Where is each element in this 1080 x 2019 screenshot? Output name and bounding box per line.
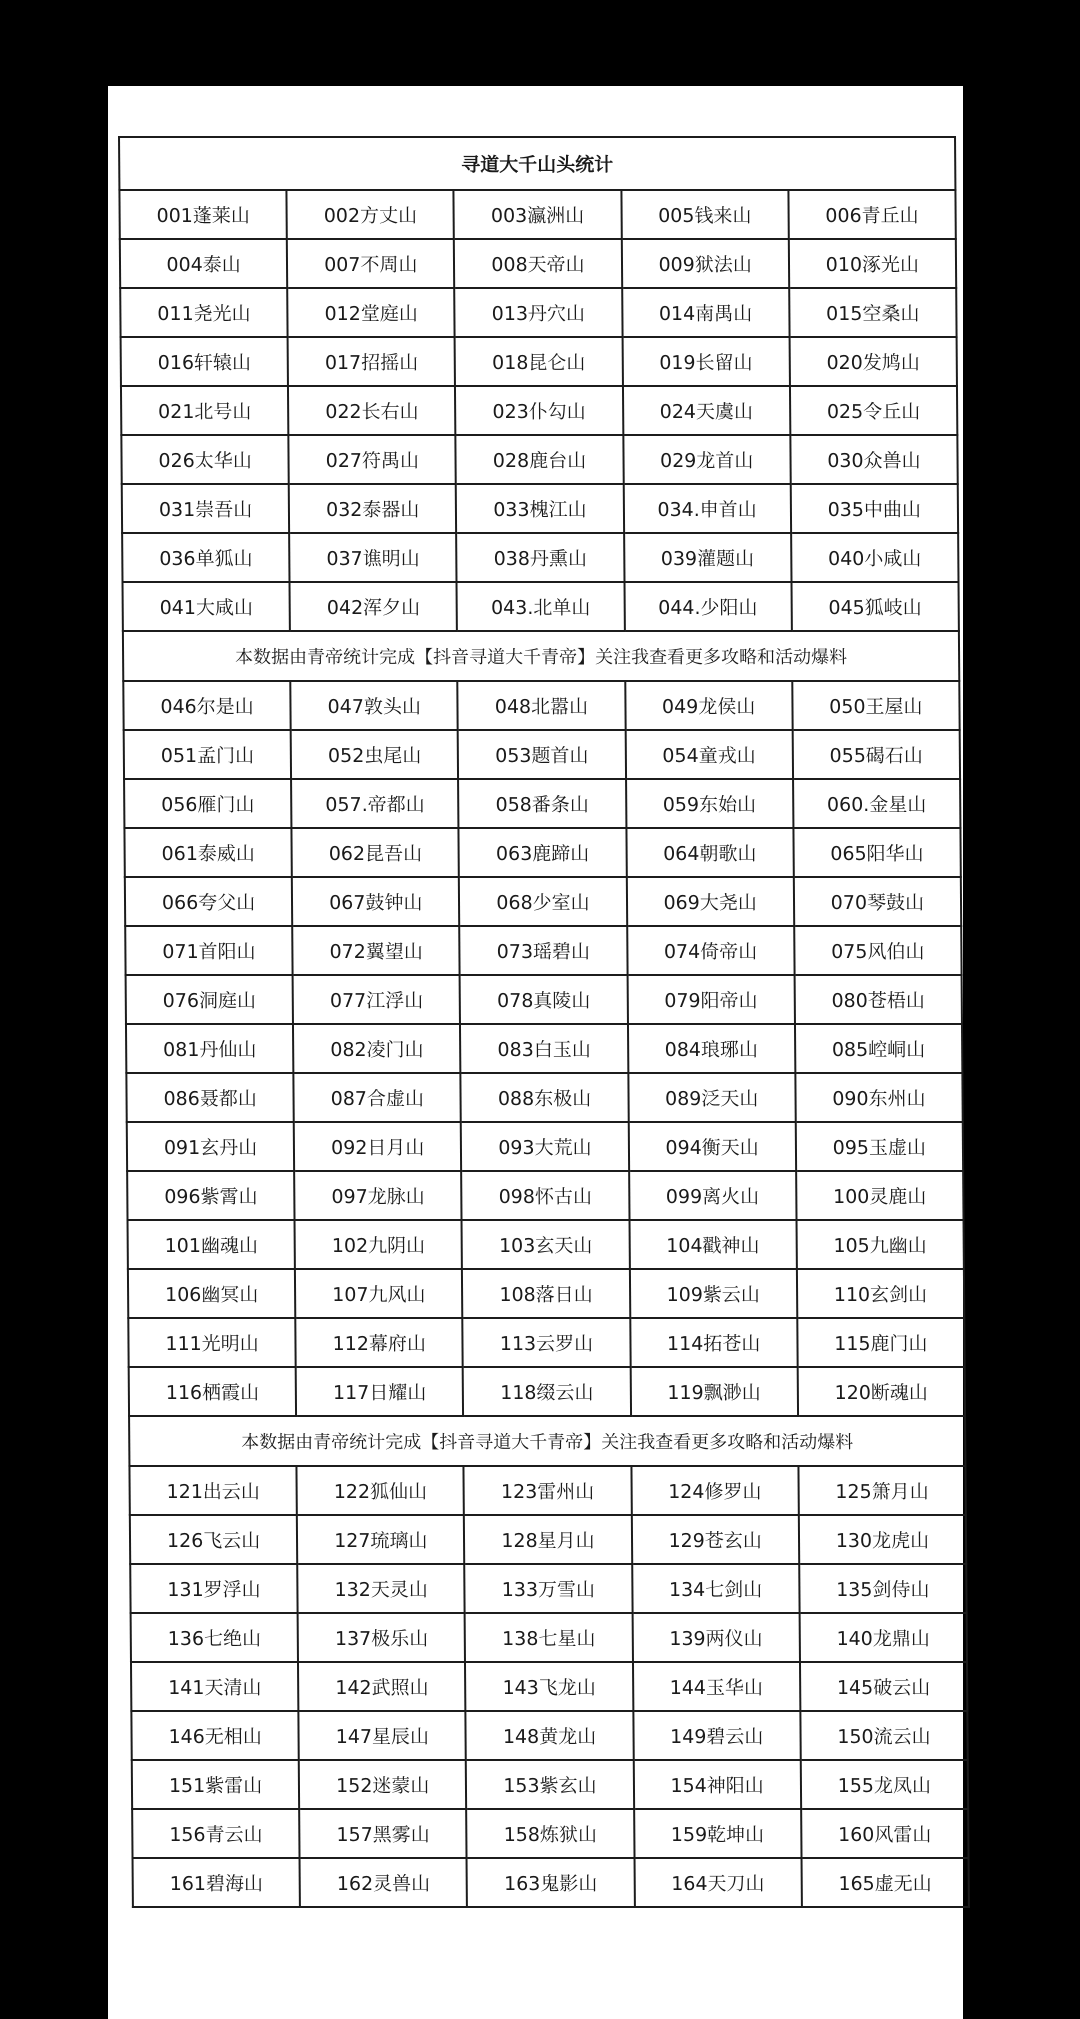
mountain-cell: 067鼓钟山 <box>292 877 460 926</box>
table-row <box>131 1613 967 1662</box>
notice-row <box>123 631 959 681</box>
mountain-cell: 112幕府山 <box>295 1318 463 1367</box>
mountain-cell: 147星辰山 <box>299 1711 467 1760</box>
mountain-cell: 055碣石山 <box>792 730 960 779</box>
mountain-cell: 049龙侯山 <box>625 681 793 730</box>
mountain-cell: 130龙虎山 <box>799 1515 967 1564</box>
mountain-cell: 094衡天山 <box>628 1122 796 1171</box>
table-row <box>129 1466 965 1515</box>
mountain-table-body <box>119 137 969 1907</box>
table-row <box>122 533 958 582</box>
mountain-cell: 116栖霞山 <box>129 1367 297 1416</box>
mountain-cell: 152迷蒙山 <box>299 1760 467 1809</box>
mountain-cell: 115鹿门山 <box>797 1318 965 1367</box>
table-title-row <box>119 137 955 190</box>
mountain-cell: 157黑雾山 <box>299 1809 467 1858</box>
mountain-cell: 149碧云山 <box>633 1711 801 1760</box>
mountain-cell: 050王屋山 <box>792 681 960 730</box>
mountain-cell: 165虚无山 <box>801 1858 969 1907</box>
mountain-cell: 086聂都山 <box>126 1073 294 1122</box>
mountain-cell: 110玄剑山 <box>797 1269 965 1318</box>
mountain-cell: 032泰器山 <box>289 484 457 533</box>
table-row <box>133 1858 969 1907</box>
mountain-cell: 074倚帝山 <box>627 926 795 975</box>
mountain-cell: 008天帝山 <box>454 239 622 288</box>
mountain-cell: 121出云山 <box>129 1466 297 1515</box>
mountain-cell: 023仆勾山 <box>455 386 623 435</box>
mountain-cell: 072翼望山 <box>292 926 460 975</box>
mountain-cell: 064朝歌山 <box>626 828 794 877</box>
mountain-cell: 162灵兽山 <box>300 1858 468 1907</box>
table-row <box>120 288 956 337</box>
mountain-cell: 025令丘山 <box>790 386 958 435</box>
mountain-cell: 026太华山 <box>121 435 289 484</box>
mountain-cell: 163鬼影山 <box>467 1858 635 1907</box>
mountain-cell: 041大咸山 <box>123 582 291 631</box>
mountain-cell: 019长留山 <box>622 337 790 386</box>
table-row <box>121 435 957 484</box>
mountain-cell: 122狐仙山 <box>297 1466 465 1515</box>
mountain-cell: 044.少阳山 <box>624 582 792 631</box>
mountain-cell: 013丹穴山 <box>455 288 623 337</box>
mountain-cell: 109紫云山 <box>629 1269 797 1318</box>
mountain-cell: 016轩辕山 <box>121 337 289 386</box>
mountain-cell: 153紫玄山 <box>466 1760 634 1809</box>
mountain-cell: 001蓬莱山 <box>119 190 287 239</box>
mountain-cell: 131罗浮山 <box>130 1564 298 1613</box>
mountain-cell: 028鹿台山 <box>456 435 624 484</box>
mountain-cell: 102九阴山 <box>295 1220 463 1269</box>
mountain-cell: 010涿光山 <box>789 239 957 288</box>
mountain-cell: 134七剑山 <box>632 1564 800 1613</box>
mountain-cell: 105九幽山 <box>796 1220 964 1269</box>
mountain-cell: 027符禺山 <box>289 435 457 484</box>
mountain-cell: 065阳华山 <box>793 828 961 877</box>
mountain-cell: 002方丈山 <box>287 190 455 239</box>
mountain-cell: 106幽冥山 <box>128 1269 296 1318</box>
mountain-cell: 033槐江山 <box>456 484 624 533</box>
mountain-cell: 048北嚣山 <box>458 681 626 730</box>
mountain-cell: 018昆仑山 <box>455 337 623 386</box>
table-row <box>121 386 957 435</box>
mountain-cell: 022长右山 <box>288 386 456 435</box>
mountain-cell: 069大尧山 <box>626 877 794 926</box>
table-row <box>132 1809 968 1858</box>
mountain-cell: 007不周山 <box>287 239 455 288</box>
mountain-cell: 043.北单山 <box>457 582 625 631</box>
mountain-cell: 045狐岐山 <box>791 582 959 631</box>
mountain-cell: 054童戎山 <box>625 730 793 779</box>
mountain-cell: 151紫雷山 <box>132 1760 300 1809</box>
table-title: 寻道大千山头统计 <box>119 137 955 190</box>
mountain-cell: 021北号山 <box>121 386 289 435</box>
mountain-cell: 097龙脉山 <box>294 1171 462 1220</box>
notice-row <box>129 1416 965 1466</box>
table-row <box>123 582 959 631</box>
table-row <box>128 1220 964 1269</box>
mountain-cell: 156青云山 <box>132 1809 300 1858</box>
table-row <box>126 1024 962 1073</box>
mountain-cell: 138七星山 <box>465 1613 633 1662</box>
mountain-cell: 096紫霄山 <box>127 1171 295 1220</box>
table-row <box>125 926 961 975</box>
mountain-cell: 030众兽山 <box>790 435 958 484</box>
table-row <box>129 1367 965 1416</box>
mountain-cell: 075风伯山 <box>794 926 962 975</box>
mountain-cell: 125箫月山 <box>798 1466 966 1515</box>
mountain-cell: 092日月山 <box>294 1122 462 1171</box>
mountain-cell: 047敦头山 <box>290 681 458 730</box>
mountain-cell: 014南禺山 <box>622 288 790 337</box>
table-row <box>132 1760 968 1809</box>
mountain-cell: 091玄丹山 <box>127 1122 295 1171</box>
table-row <box>122 484 958 533</box>
table-row <box>121 337 957 386</box>
mountain-cell: 119飘渺山 <box>630 1367 798 1416</box>
mountain-cell: 158炼狱山 <box>467 1809 635 1858</box>
mountain-cell: 085崆峒山 <box>795 1024 963 1073</box>
mountain-cell: 042浑夕山 <box>290 582 458 631</box>
mountain-cell: 142武照山 <box>298 1662 466 1711</box>
mountain-cell: 058番条山 <box>458 779 626 828</box>
mountain-cell: 062昆吾山 <box>292 828 460 877</box>
mountain-cell: 123雷州山 <box>464 1466 632 1515</box>
mountain-cell: 076洞庭山 <box>126 975 294 1024</box>
mountain-cell: 118缀云山 <box>463 1367 631 1416</box>
table-row <box>119 190 955 239</box>
mountain-cell: 145破云山 <box>800 1662 968 1711</box>
mountain-cell: 003瀛洲山 <box>454 190 622 239</box>
mountain-table-wrapper <box>118 136 970 1908</box>
table-row <box>131 1711 967 1760</box>
mountain-cell: 040小咸山 <box>791 533 959 582</box>
mountain-cell: 015空桑山 <box>789 288 957 337</box>
mountain-cell: 070琴鼓山 <box>794 877 962 926</box>
table-row <box>130 1564 966 1613</box>
table-row <box>124 828 960 877</box>
mountain-cell: 113云罗山 <box>463 1318 631 1367</box>
mountain-cell: 137极乐山 <box>298 1613 466 1662</box>
table-row <box>127 1171 963 1220</box>
mountain-cell: 101幽魂山 <box>128 1220 296 1269</box>
table-row <box>127 1122 963 1171</box>
mountain-cell: 082凌门山 <box>293 1024 461 1073</box>
mountain-cell: 057.帝都山 <box>291 779 459 828</box>
mountain-cell: 084琅琊山 <box>628 1024 796 1073</box>
mountain-cell: 036单狐山 <box>122 533 290 582</box>
mountain-cell: 095玉虚山 <box>795 1122 963 1171</box>
mountain-cell: 098怀古山 <box>462 1171 630 1220</box>
mountain-cell: 004泰山 <box>120 239 288 288</box>
mountain-cell: 111光明山 <box>128 1318 296 1367</box>
mountain-cell: 120断魂山 <box>797 1367 965 1416</box>
mountain-cell: 132天灵山 <box>297 1564 465 1613</box>
notice-text: 本数据由青帝统计完成【抖音寻道大千青帝】关注我查看更多攻略和活动爆料 <box>123 631 959 681</box>
table-row <box>126 975 962 1024</box>
mountain-cell: 140龙鼎山 <box>799 1613 967 1662</box>
mountain-cell: 012堂庭山 <box>287 288 455 337</box>
mountain-cell: 155龙凤山 <box>801 1760 969 1809</box>
mountain-cell: 161碧海山 <box>133 1858 301 1907</box>
mountain-cell: 159乾坤山 <box>634 1809 802 1858</box>
mountain-cell: 011尧光山 <box>120 288 288 337</box>
mountain-cell: 133万雪山 <box>465 1564 633 1613</box>
mountain-cell: 135剑侍山 <box>799 1564 967 1613</box>
mountain-cell: 108落日山 <box>462 1269 630 1318</box>
mountain-cell: 073瑶碧山 <box>460 926 628 975</box>
mountain-cell: 128星月山 <box>464 1515 632 1564</box>
mountain-cell: 006青丘山 <box>788 190 956 239</box>
mountain-cell: 034.申首山 <box>623 484 791 533</box>
mountain-cell: 089泛天山 <box>628 1073 796 1122</box>
mountain-cell: 136七绝山 <box>131 1613 299 1662</box>
mountain-cell: 104戳神山 <box>629 1220 797 1269</box>
table-row <box>128 1318 964 1367</box>
mountain-cell: 080苍梧山 <box>794 975 962 1024</box>
mountain-cell: 127琉璃山 <box>297 1515 465 1564</box>
mountain-cell: 051孟门山 <box>124 730 292 779</box>
mountain-cell: 114拓苍山 <box>630 1318 798 1367</box>
table-row <box>124 730 960 779</box>
mountain-cell: 053题首山 <box>458 730 626 779</box>
mountain-cell: 068少室山 <box>459 877 627 926</box>
mountain-cell: 077江浮山 <box>293 975 461 1024</box>
mountain-cell: 078真陵山 <box>460 975 628 1024</box>
mountain-cell: 090东州山 <box>795 1073 963 1122</box>
mountain-statistics-table <box>118 136 970 1908</box>
mountain-cell: 129苍玄山 <box>631 1515 799 1564</box>
mountain-cell: 061泰威山 <box>124 828 292 877</box>
mountain-cell: 052虫尾山 <box>291 730 459 779</box>
mountain-cell: 103玄天山 <box>462 1220 630 1269</box>
mountain-cell: 099离火山 <box>629 1171 797 1220</box>
table-row <box>128 1269 964 1318</box>
mountain-cell: 035中曲山 <box>790 484 958 533</box>
mountain-cell: 071首阳山 <box>125 926 293 975</box>
mountain-cell: 060.金星山 <box>793 779 961 828</box>
mountain-cell: 083白玉山 <box>460 1024 628 1073</box>
mountain-cell: 029龙首山 <box>623 435 791 484</box>
mountain-cell: 087合虚山 <box>294 1073 462 1122</box>
mountain-cell: 031崇吾山 <box>122 484 290 533</box>
mountain-cell: 037谯明山 <box>289 533 457 582</box>
mountain-cell: 126飞云山 <box>130 1515 298 1564</box>
table-row <box>126 1073 962 1122</box>
mountain-cell: 124修罗山 <box>631 1466 799 1515</box>
mountain-cell: 079阳帝山 <box>627 975 795 1024</box>
mountain-cell: 005钱来山 <box>621 190 789 239</box>
mountain-cell: 160风雷山 <box>801 1809 969 1858</box>
mountain-cell: 093大荒山 <box>461 1122 629 1171</box>
table-row <box>123 681 959 730</box>
mountain-cell: 009狱法山 <box>621 239 789 288</box>
mountain-cell: 146无相山 <box>131 1711 299 1760</box>
table-row <box>120 239 956 288</box>
mountain-cell: 081丹仙山 <box>126 1024 294 1073</box>
notice-text: 本数据由青帝统计完成【抖音寻道大千青帝】关注我查看更多攻略和活动爆料 <box>129 1416 965 1466</box>
table-row <box>131 1662 967 1711</box>
mountain-cell: 154神阳山 <box>633 1760 801 1809</box>
mountain-cell: 139两仪山 <box>632 1613 800 1662</box>
mountain-cell: 141天清山 <box>131 1662 299 1711</box>
mountain-cell: 100灵鹿山 <box>796 1171 964 1220</box>
mountain-cell: 150流云山 <box>800 1711 968 1760</box>
mountain-cell: 148黄龙山 <box>466 1711 634 1760</box>
mountain-cell: 017招摇山 <box>288 337 456 386</box>
mountain-cell: 117日耀山 <box>296 1367 464 1416</box>
mountain-cell: 164天刀山 <box>634 1858 802 1907</box>
table-row <box>125 877 961 926</box>
mountain-cell: 143飞龙山 <box>465 1662 633 1711</box>
mountain-cell: 039灌题山 <box>624 533 792 582</box>
mountain-cell: 059东始山 <box>626 779 794 828</box>
mountain-cell: 063鹿蹄山 <box>459 828 627 877</box>
mountain-cell: 056雁门山 <box>124 779 292 828</box>
mountain-cell: 038丹熏山 <box>456 533 624 582</box>
table-row <box>124 779 960 828</box>
mountain-cell: 107九风山 <box>295 1269 463 1318</box>
mountain-cell: 046尔是山 <box>123 681 291 730</box>
mountain-cell: 088东极山 <box>461 1073 629 1122</box>
mountain-cell: 066夸父山 <box>125 877 293 926</box>
mountain-cell: 144玉华山 <box>633 1662 801 1711</box>
mountain-cell: 024天虞山 <box>623 386 791 435</box>
mountain-cell: 020发鸠山 <box>789 337 957 386</box>
table-row <box>130 1515 966 1564</box>
